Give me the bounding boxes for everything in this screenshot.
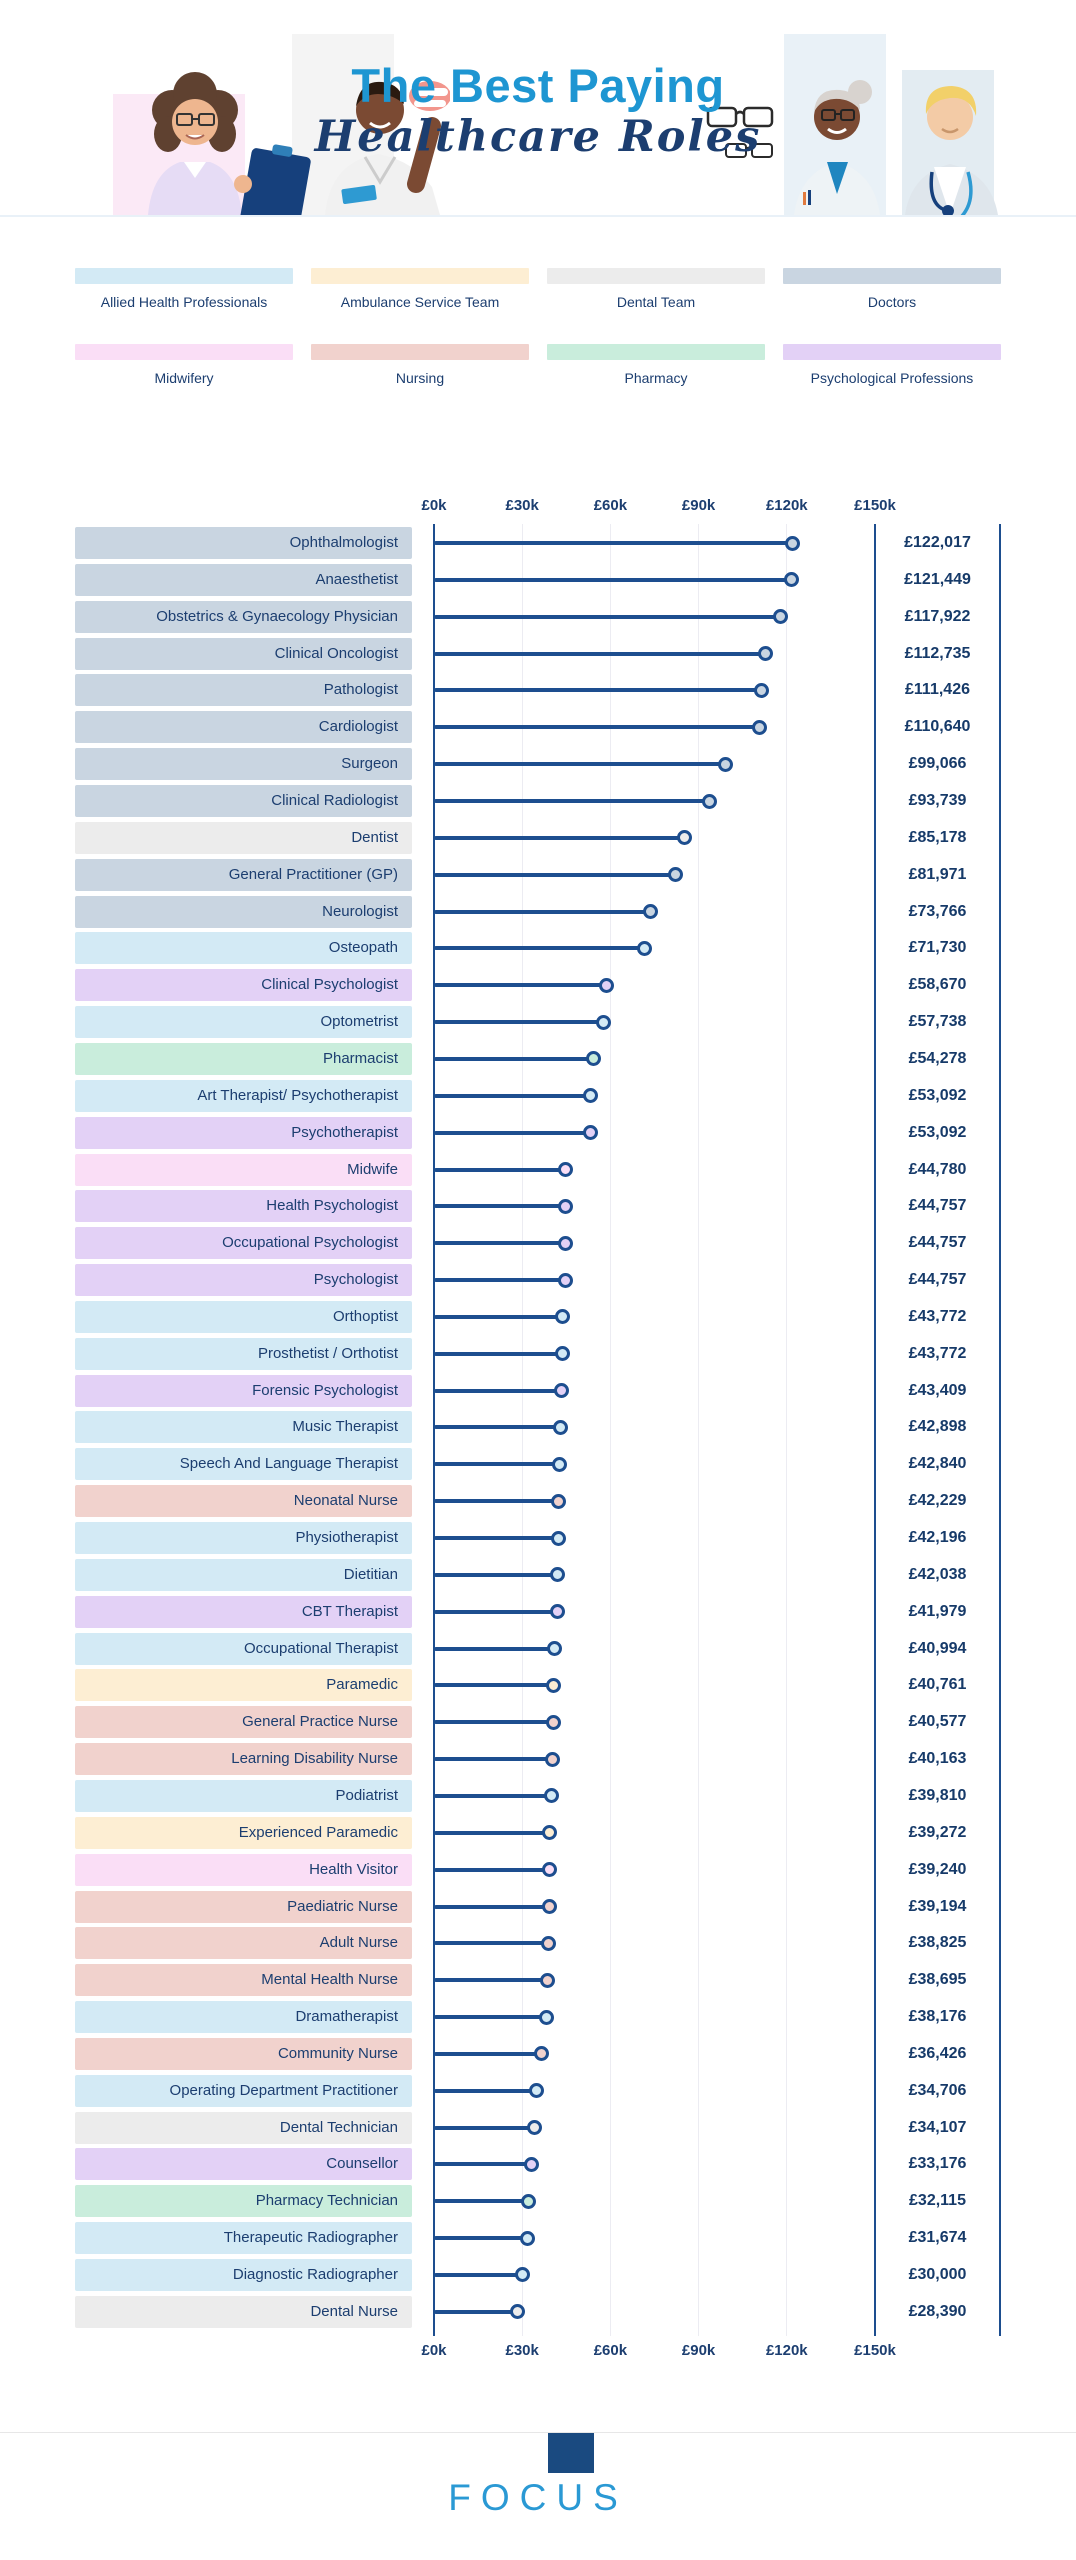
row-value: £30,000 xyxy=(908,2265,967,2283)
lollipop-stem xyxy=(434,1794,547,1798)
chart-row xyxy=(0,1448,1076,1480)
row-label: Psychotherapist xyxy=(75,1117,412,1149)
chart-row xyxy=(0,638,1076,670)
chart-row xyxy=(0,859,1076,891)
lollipop-stem xyxy=(434,688,758,692)
lollipop-marker xyxy=(551,1494,566,1509)
lollipop-marker xyxy=(554,1383,569,1398)
row-value: £36,426 xyxy=(908,2044,967,2062)
row-value: £40,577 xyxy=(908,1713,967,1731)
row-label: Counsellor xyxy=(75,2148,412,2180)
row-value: £57,738 xyxy=(908,1013,967,1030)
axis-tick-label-top: £30k xyxy=(505,497,539,514)
chart-row xyxy=(0,896,1076,928)
lollipop-stem xyxy=(434,1020,600,1024)
row-value: £34,706 xyxy=(908,2081,967,2099)
lollipop-stem xyxy=(434,836,680,840)
row-value: £34,107 xyxy=(908,2118,967,2136)
lollipop-stem xyxy=(434,2273,518,2277)
lollipop-stem xyxy=(434,1168,562,1172)
chart-row xyxy=(0,527,1076,559)
row-value: £38,176 xyxy=(908,2008,967,2025)
row-value: £40,994 xyxy=(908,1639,967,1657)
row-value: £44,757 xyxy=(908,1197,967,1215)
page-title-line1: The Best Paying xyxy=(351,59,725,112)
row-value: £111,426 xyxy=(905,681,970,699)
legend-label: Psychological Professions xyxy=(810,370,974,386)
axis-tick-label-bottom: £30k xyxy=(505,2342,539,2359)
lollipop-stem xyxy=(434,578,787,582)
row-value: £43,772 xyxy=(908,1344,967,1362)
row-value: £81,971 xyxy=(908,865,967,883)
row-value: £43,409 xyxy=(908,1381,967,1399)
row-label: Speech And Language Therapist xyxy=(75,1448,412,1480)
lollipop-stem xyxy=(434,1057,590,1061)
row-label: Adult Nurse xyxy=(75,1927,412,1959)
axis-tick-label-top: £150k xyxy=(854,497,896,514)
lollipop-marker xyxy=(551,1531,566,1546)
lollipop-marker xyxy=(553,1420,568,1435)
row-value: £112,735 xyxy=(904,644,971,662)
chart-row xyxy=(0,674,1076,706)
row-value: £44,757 xyxy=(908,1234,967,1252)
row-label: Optometrist xyxy=(75,1006,412,1038)
row-label: Physiotherapist xyxy=(75,1522,412,1554)
lollipop-marker xyxy=(583,1125,598,1140)
lollipop-stem xyxy=(434,1389,558,1393)
lollipop-stem xyxy=(434,799,706,803)
row-value: £38,825 xyxy=(908,1934,967,1952)
lollipop-stem xyxy=(434,2310,514,2314)
row-label: Art Therapist/ Psychotherapist xyxy=(75,1080,412,1112)
lollipop-marker xyxy=(534,2046,549,2061)
row-label: General Practitioner (GP) xyxy=(75,859,412,891)
lollipop-marker xyxy=(758,646,773,661)
row-label: CBT Therapist xyxy=(75,1596,412,1628)
row-label: Clinical Psychologist xyxy=(75,969,412,1001)
chart-row xyxy=(0,1891,1076,1923)
row-label: Dietitian xyxy=(75,1559,412,1591)
lollipop-stem xyxy=(434,1352,559,1356)
row-label: Health Visitor xyxy=(75,1854,412,1886)
row-label: Osteopath xyxy=(75,932,412,964)
lollipop-stem xyxy=(434,1868,545,1872)
row-value: £39,240 xyxy=(908,1860,967,1878)
chart-row xyxy=(0,1596,1076,1628)
axis-tick-label-bottom: £0k xyxy=(421,2342,447,2359)
chart-row xyxy=(0,1375,1076,1407)
lollipop-stem xyxy=(434,1683,550,1687)
row-value: £44,780 xyxy=(908,1160,967,1178)
chart-row xyxy=(0,2259,1076,2291)
row-label: Obstetrics & Gynaecology Physician xyxy=(75,601,412,633)
lollipop-marker xyxy=(550,1567,565,1582)
lollipop-stem xyxy=(434,1204,562,1208)
row-value: £73,766 xyxy=(908,902,967,920)
chart-row xyxy=(0,1301,1076,1333)
lollipop-marker xyxy=(515,2267,530,2282)
row-label: Experienced Paramedic xyxy=(75,1817,412,1849)
chart-row xyxy=(0,1817,1076,1849)
lollipop-marker xyxy=(539,2010,554,2025)
row-value: £39,272 xyxy=(908,1823,967,1841)
row-label: Dramatherapist xyxy=(75,2001,412,2033)
row-label: Music Therapist xyxy=(75,1411,412,1443)
row-label: Diagnostic Radiographer xyxy=(75,2259,412,2291)
row-label: Community Nurse xyxy=(75,2038,412,2070)
legend-label: Nursing xyxy=(395,370,445,386)
lollipop-stem xyxy=(434,2236,523,2240)
lollipop-stem xyxy=(434,1610,553,1614)
lollipop-marker xyxy=(599,978,614,993)
chart-row xyxy=(0,2038,1076,2070)
lollipop-stem xyxy=(434,1425,556,1429)
lollipop-marker xyxy=(550,1604,565,1619)
row-value: £99,066 xyxy=(908,755,967,773)
lollipop-marker xyxy=(784,572,799,587)
row-value: £71,730 xyxy=(908,939,967,957)
lollipop-stem xyxy=(434,1647,551,1651)
lollipop-marker xyxy=(583,1088,598,1103)
row-label: Operating Department Practitioner xyxy=(75,2075,412,2107)
row-value: £117,922 xyxy=(904,607,971,625)
chart-row xyxy=(0,711,1076,743)
lollipop-marker xyxy=(529,2083,544,2098)
lollipop-stem xyxy=(434,1941,544,1945)
row-label: Neonatal Nurse xyxy=(75,1485,412,1517)
row-value: £53,092 xyxy=(908,1086,967,1104)
row-label: Dentist xyxy=(75,822,412,854)
lollipop-stem xyxy=(434,1573,554,1577)
lollipop-marker xyxy=(773,609,788,624)
chart-row xyxy=(0,2112,1076,2144)
chart-row xyxy=(0,1669,1076,1701)
lollipop-marker xyxy=(637,941,652,956)
row-value: £58,670 xyxy=(908,976,967,994)
lollipop-marker xyxy=(542,1899,557,1914)
chart-row xyxy=(0,1485,1076,1517)
lollipop-stem xyxy=(434,1094,586,1098)
chart-row xyxy=(0,822,1076,854)
chart-row xyxy=(0,1006,1076,1038)
lollipop-marker xyxy=(540,1973,555,1988)
row-label: Pharmacist xyxy=(75,1043,412,1075)
chart-row xyxy=(0,1043,1076,1075)
chart-row xyxy=(0,1190,1076,1222)
row-value: £33,176 xyxy=(908,2155,967,2173)
lollipop-stem xyxy=(434,725,755,729)
axis-tick-label-top: £90k xyxy=(681,497,716,514)
lollipop-marker xyxy=(546,1678,561,1693)
lollipop-marker xyxy=(546,1715,561,1730)
row-value: £39,810 xyxy=(908,1786,967,1804)
legend-label: Doctors xyxy=(867,294,917,310)
row-value: £40,163 xyxy=(908,1750,967,1767)
row-value: £38,695 xyxy=(908,1971,967,1989)
row-label: Cardiologist xyxy=(75,711,412,743)
lollipop-stem xyxy=(434,1536,554,1540)
page-title-line2: Healthcare Roles xyxy=(314,112,762,162)
row-label: Health Psychologist xyxy=(75,1190,412,1222)
chart-row xyxy=(0,748,1076,780)
lollipop-marker xyxy=(555,1309,570,1324)
lollipop-marker xyxy=(527,2120,542,2135)
row-label: Paramedic xyxy=(75,1669,412,1701)
chart-row xyxy=(0,1117,1076,1149)
lollipop-marker xyxy=(510,2304,525,2319)
focus-logo-square xyxy=(548,2433,594,2473)
chart-row xyxy=(0,1743,1076,1775)
chart-row xyxy=(0,2222,1076,2254)
row-value: £42,196 xyxy=(908,1529,967,1546)
lollipop-stem xyxy=(434,946,641,950)
row-label: Paediatric Nurse xyxy=(75,1891,412,1923)
lollipop-marker xyxy=(547,1641,562,1656)
axis-tick-label-bottom: £120k xyxy=(765,2342,808,2359)
lollipop-marker xyxy=(668,867,683,882)
lollipop-marker xyxy=(544,1788,559,1803)
chart-row xyxy=(0,1154,1076,1186)
row-label: Pathologist xyxy=(75,674,412,706)
row-label: Neurologist xyxy=(75,896,412,928)
lollipop-marker xyxy=(596,1015,611,1030)
row-label: Mental Health Nurse xyxy=(75,1964,412,1996)
row-label: Prosthetist / Orthotist xyxy=(75,1338,412,1370)
row-label: Orthoptist xyxy=(75,1301,412,1333)
chart-row xyxy=(0,1080,1076,1112)
row-value: £39,194 xyxy=(908,1897,967,1915)
row-value: £44,757 xyxy=(908,1271,967,1288)
row-value: £42,840 xyxy=(908,1455,967,1473)
row-label: Clinical Radiologist xyxy=(75,785,412,817)
lollipop-marker xyxy=(558,1199,573,1214)
lollipop-marker xyxy=(520,2231,535,2246)
chart-row xyxy=(0,1411,1076,1443)
lollipop-stem xyxy=(434,910,647,914)
lollipop-stem xyxy=(434,2089,532,2093)
chart-row xyxy=(0,1559,1076,1591)
lollipop-marker xyxy=(785,536,800,551)
axis-tick-label-top: £0k xyxy=(421,497,447,514)
axis-tick-label-top: £120k xyxy=(765,497,808,514)
lollipop-marker xyxy=(542,1862,557,1877)
legend-label: Ambulance Service Team xyxy=(340,294,500,310)
row-value: £40,761 xyxy=(908,1676,967,1694)
chart-row xyxy=(0,932,1076,964)
lollipop-stem xyxy=(434,2126,530,2130)
lollipop-stem xyxy=(434,1499,554,1503)
row-value: £28,390 xyxy=(908,2302,967,2320)
legend-label: Allied Health Professionals xyxy=(100,294,268,310)
row-value: £43,772 xyxy=(908,1307,967,1325)
lollipop-marker xyxy=(555,1346,570,1361)
chart-row xyxy=(0,1338,1076,1370)
lollipop-stem xyxy=(434,873,671,877)
chart-row xyxy=(0,1964,1076,1996)
row-label: Forensic Psychologist xyxy=(75,1375,412,1407)
axis-tick-label-bottom: £90k xyxy=(681,2342,716,2359)
row-value: £31,674 xyxy=(908,2229,967,2247)
lollipop-stem xyxy=(434,2052,537,2056)
row-label: Ophthalmologist xyxy=(75,527,412,559)
chart-row xyxy=(0,2148,1076,2180)
row-value: £110,640 xyxy=(904,718,971,736)
row-label: Psychologist xyxy=(75,1264,412,1296)
footer-divider xyxy=(0,2432,1076,2433)
chart-row xyxy=(0,785,1076,817)
lollipop-stem xyxy=(434,1757,548,1761)
lollipop-stem xyxy=(434,541,789,545)
row-value: £42,898 xyxy=(908,1418,967,1436)
lollipop-marker xyxy=(541,1936,556,1951)
lollipop-marker xyxy=(718,757,733,772)
chart-row xyxy=(0,1780,1076,1812)
axis-tick-label-top: £60k xyxy=(593,497,628,514)
chart-row xyxy=(0,1522,1076,1554)
chart-row xyxy=(0,969,1076,1001)
legend-label: Midwifery xyxy=(154,370,214,386)
row-label: Clinical Oncologist xyxy=(75,638,412,670)
lollipop-stem xyxy=(434,1905,545,1909)
lollipop-stem xyxy=(434,615,777,619)
lollipop-stem xyxy=(434,652,761,656)
lollipop-marker xyxy=(677,830,692,845)
row-label: Dental Technician xyxy=(75,2112,412,2144)
lollipop-stem xyxy=(434,2199,524,2203)
row-label: Surgeon xyxy=(75,748,412,780)
lollipop-marker xyxy=(558,1236,573,1251)
row-value: £42,038 xyxy=(908,1565,967,1583)
row-label: Dental Nurse xyxy=(75,2296,412,2328)
lollipop-stem xyxy=(434,1241,562,1245)
lollipop-marker xyxy=(586,1051,601,1066)
chart-row xyxy=(0,1706,1076,1738)
chart-row xyxy=(0,1854,1076,1886)
chart-row xyxy=(0,1227,1076,1259)
lollipop-stem xyxy=(434,2162,528,2166)
chart-row xyxy=(0,564,1076,596)
lollipop-marker xyxy=(754,683,769,698)
lollipop-marker xyxy=(524,2157,539,2172)
row-label: Learning Disability Nurse xyxy=(75,1743,412,1775)
row-label: Anaesthetist xyxy=(75,564,412,596)
chart-row xyxy=(0,1264,1076,1296)
lollipop-stem xyxy=(434,983,603,987)
lollipop-stem xyxy=(434,1720,549,1724)
chart-row xyxy=(0,2185,1076,2217)
chart-row xyxy=(0,601,1076,633)
row-label: Pharmacy Technician xyxy=(75,2185,412,2217)
lollipop-stem xyxy=(434,1978,544,1982)
lollipop-stem xyxy=(434,1462,556,1466)
axis-tick-label-bottom: £150k xyxy=(854,2342,896,2359)
focus-logo: FOCUS xyxy=(448,2477,628,2518)
legend-label: Dental Team xyxy=(616,294,696,310)
lollipop-stem xyxy=(434,1315,559,1319)
chart-row xyxy=(0,1633,1076,1665)
lollipop-marker xyxy=(558,1162,573,1177)
row-value: £93,739 xyxy=(908,792,967,809)
lollipop-marker xyxy=(702,794,717,809)
row-value: £32,115 xyxy=(909,2192,966,2210)
row-label: Podiatrist xyxy=(75,1780,412,1812)
lollipop-marker xyxy=(643,904,658,919)
row-label: Occupational Psychologist xyxy=(75,1227,412,1259)
lollipop-marker xyxy=(752,720,767,735)
row-value: £122,017 xyxy=(904,534,971,551)
lollipop-stem xyxy=(434,1278,562,1282)
row-label: Midwife xyxy=(75,1154,412,1186)
chart-row xyxy=(0,2075,1076,2107)
lollipop-marker xyxy=(552,1457,567,1472)
row-value: £54,278 xyxy=(908,1049,967,1067)
lollipop-marker xyxy=(558,1273,573,1288)
chart-row xyxy=(0,2001,1076,2033)
lollipop-marker xyxy=(542,1825,557,1840)
lollipop-stem xyxy=(434,1831,546,1835)
legend-label: Pharmacy xyxy=(624,370,688,386)
lollipop-stem xyxy=(434,762,721,766)
row-value: £85,178 xyxy=(908,828,967,846)
lollipop-marker xyxy=(545,1752,560,1767)
row-value: £53,092 xyxy=(908,1123,967,1141)
row-label: Occupational Therapist xyxy=(75,1633,412,1665)
row-value: £121,449 xyxy=(904,570,971,588)
row-value: £41,979 xyxy=(908,1602,967,1620)
lollipop-stem xyxy=(434,1131,586,1135)
lollipop-marker xyxy=(521,2194,536,2209)
chart-row xyxy=(0,1927,1076,1959)
lollipop-stem xyxy=(434,2015,542,2019)
row-label: Therapeutic Radiographer xyxy=(75,2222,412,2254)
row-value: £42,229 xyxy=(908,1492,967,1510)
row-label: General Practice Nurse xyxy=(75,1706,412,1738)
chart-row xyxy=(0,2296,1076,2328)
axis-tick-label-bottom: £60k xyxy=(593,2342,628,2359)
